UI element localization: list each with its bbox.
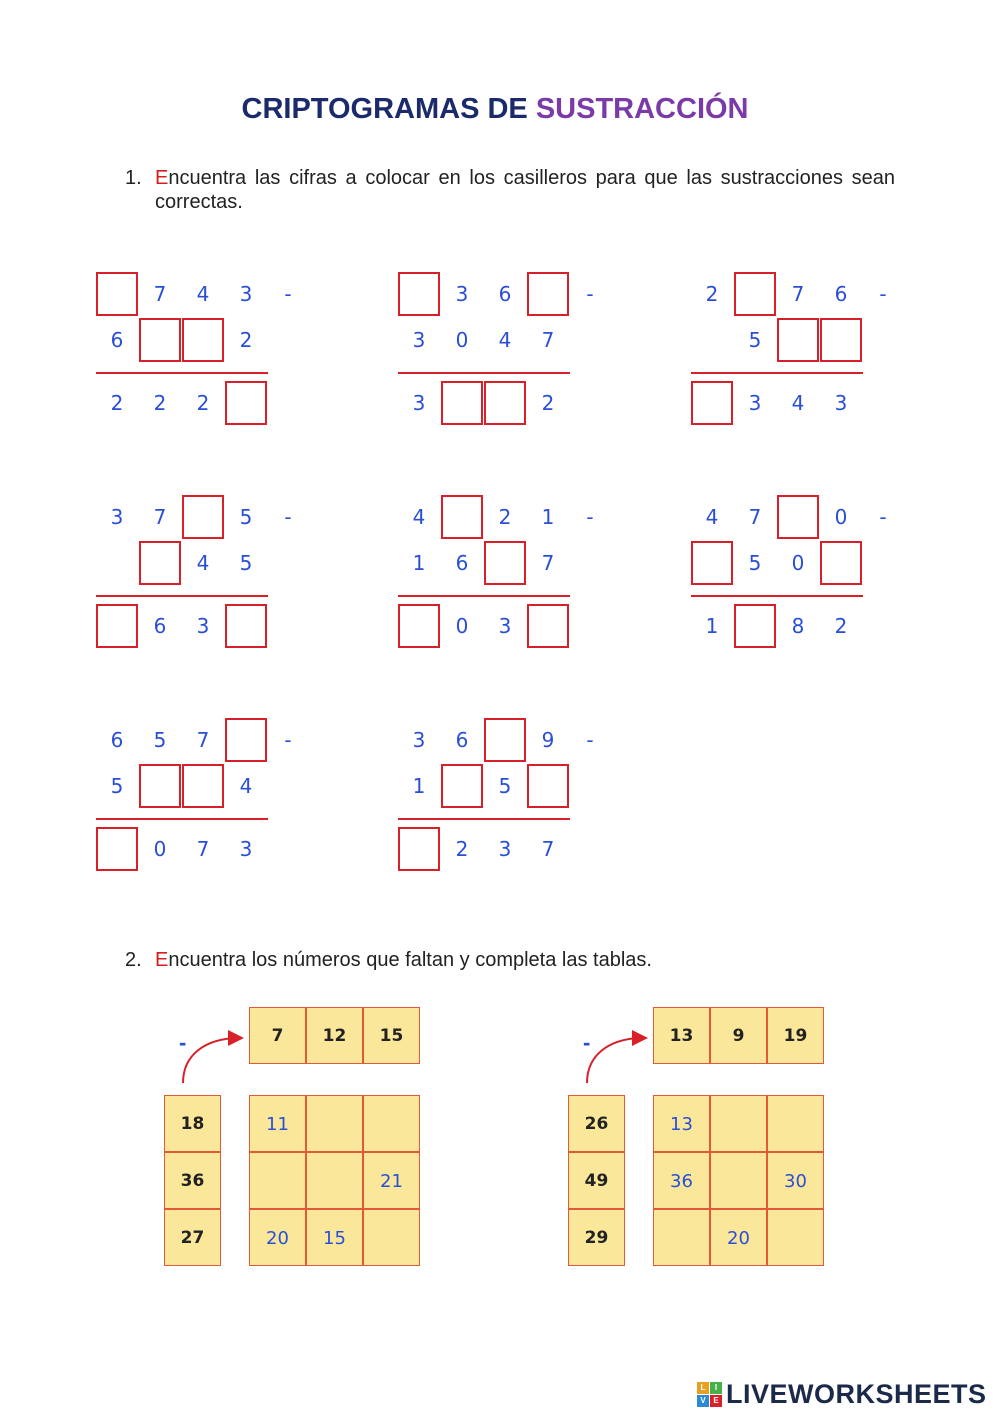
digit: 3 — [748, 391, 762, 415]
answer-box[interactable] — [734, 604, 776, 648]
answer-box[interactable] — [484, 718, 526, 762]
minus-sign: - — [583, 1030, 591, 1055]
digit: 6 — [498, 282, 512, 306]
result-rule — [398, 595, 570, 597]
answer-box[interactable] — [441, 381, 483, 425]
digit: 5 — [748, 328, 762, 352]
result-rule — [96, 372, 268, 374]
answer-box[interactable] — [398, 604, 440, 648]
instruction-2 — [125, 948, 895, 972]
answer-cell[interactable] — [363, 1209, 420, 1266]
answer-box[interactable] — [182, 495, 224, 539]
answer-box[interactable] — [484, 381, 526, 425]
digit: 2 — [498, 505, 512, 529]
value-cell: 15 — [306, 1209, 363, 1266]
result-rule — [96, 595, 268, 597]
minus-sign: - — [284, 728, 292, 752]
value-cell: 21 — [363, 1152, 420, 1209]
answer-box[interactable] — [691, 381, 733, 425]
answer-cell[interactable] — [710, 1152, 767, 1209]
digit: 3 — [834, 391, 848, 415]
logo-badge-icon: L I V E — [697, 1382, 722, 1407]
result-rule — [96, 818, 268, 820]
minus-sign: - — [284, 505, 292, 529]
curved-arrow-icon — [183, 1038, 240, 1083]
digit: 3 — [239, 837, 253, 861]
digit: 7 — [153, 282, 167, 306]
row-header-cell: 36 — [164, 1152, 221, 1209]
digit: 1 — [412, 774, 426, 798]
digit: 4 — [498, 328, 512, 352]
instruction-text: ncuentra las cifras a colocar en los casilleros para que las sustracciones sean correctas. — [155, 167, 895, 213]
digit: 2 — [541, 391, 555, 415]
answer-box[interactable] — [139, 541, 181, 585]
row-header-cell: 49 — [568, 1152, 625, 1209]
digit: 7 — [541, 551, 555, 575]
digit: 4 — [412, 505, 426, 529]
header-cell: 19 — [767, 1007, 824, 1064]
answer-cell[interactable] — [306, 1152, 363, 1209]
digit: 2 — [110, 391, 124, 415]
digit: 2 — [196, 391, 210, 415]
digit: 0 — [791, 551, 805, 575]
minus-sign: - — [879, 505, 887, 529]
liveworksheets-logo — [697, 1377, 987, 1411]
digit: 3 — [412, 728, 426, 752]
answer-box[interactable] — [182, 318, 224, 362]
value-cell: 20 — [249, 1209, 306, 1266]
value-cell: 20 — [710, 1209, 767, 1266]
answer-box[interactable] — [527, 272, 569, 316]
digit: 5 — [153, 728, 167, 752]
minus-sign: - — [586, 282, 594, 306]
digit: 5 — [239, 551, 253, 575]
digit: 5 — [239, 505, 253, 529]
digit: 0 — [153, 837, 167, 861]
answer-cell[interactable] — [306, 1095, 363, 1152]
digit: 1 — [412, 551, 426, 575]
digit: 5 — [748, 551, 762, 575]
instruction-number: 1. — [125, 167, 142, 189]
answer-box[interactable] — [139, 318, 181, 362]
page-title — [0, 93, 990, 126]
result-rule — [691, 595, 863, 597]
answer-box[interactable] — [777, 318, 819, 362]
answer-box[interactable] — [820, 541, 862, 585]
answer-cell[interactable] — [710, 1095, 767, 1152]
answer-cell[interactable] — [249, 1152, 306, 1209]
answer-cell[interactable] — [653, 1209, 710, 1266]
result-rule — [398, 818, 570, 820]
instruction-initial: E — [155, 949, 169, 971]
header-cell: 7 — [249, 1007, 306, 1064]
digit: 6 — [110, 728, 124, 752]
answer-box[interactable] — [441, 764, 483, 808]
curved-arrow-icon — [587, 1038, 644, 1083]
answer-box[interactable] — [225, 718, 267, 762]
minus-sign: - — [284, 282, 292, 306]
digit: 4 — [705, 505, 719, 529]
digit: 6 — [455, 728, 469, 752]
minus-sign: - — [586, 728, 594, 752]
digit: 1 — [705, 614, 719, 638]
title-part-2: SUSTRACCIÓN — [535, 93, 749, 125]
digit: 7 — [541, 837, 555, 861]
digit: 4 — [196, 551, 210, 575]
digit: 6 — [455, 551, 469, 575]
answer-box[interactable] — [527, 604, 569, 648]
digit: 3 — [498, 614, 512, 638]
digit: 3 — [196, 614, 210, 638]
instruction-text: ncuentra los números que faltan y completa las tablas. — [168, 949, 652, 971]
answer-box[interactable] — [691, 541, 733, 585]
answer-box[interactable] — [441, 495, 483, 539]
value-cell: 36 — [653, 1152, 710, 1209]
digit: 3 — [239, 282, 253, 306]
digit: 6 — [834, 282, 848, 306]
row-header-cell: 26 — [568, 1095, 625, 1152]
digit: 6 — [153, 614, 167, 638]
digit: 9 — [541, 728, 555, 752]
digit: 6 — [110, 328, 124, 352]
digit: 3 — [412, 391, 426, 415]
row-header-cell: 18 — [164, 1095, 221, 1152]
answer-box[interactable] — [398, 827, 440, 871]
digit: 4 — [791, 391, 805, 415]
digit: 7 — [196, 728, 210, 752]
answer-cell[interactable] — [767, 1095, 824, 1152]
digit: 2 — [705, 282, 719, 306]
digit: 0 — [834, 505, 848, 529]
digit: 2 — [239, 328, 253, 352]
digit: 1 — [541, 505, 555, 529]
minus-sign: - — [879, 282, 887, 306]
answer-box[interactable] — [96, 272, 138, 316]
answer-cell[interactable] — [767, 1209, 824, 1266]
digit: 3 — [455, 282, 469, 306]
minus-sign: - — [179, 1030, 187, 1055]
answer-box[interactable] — [734, 272, 776, 316]
answer-box[interactable] — [777, 495, 819, 539]
digit: 5 — [110, 774, 124, 798]
value-cell: 30 — [767, 1152, 824, 1209]
digit: 8 — [791, 614, 805, 638]
answer-box[interactable] — [225, 604, 267, 648]
header-cell: 9 — [710, 1007, 767, 1064]
header-cell: 13 — [653, 1007, 710, 1064]
row-header-cell: 27 — [164, 1209, 221, 1266]
instruction-number: 2. — [125, 949, 142, 971]
minus-sign: - — [586, 505, 594, 529]
digit: 2 — [455, 837, 469, 861]
digit: 2 — [834, 614, 848, 638]
digit: 0 — [455, 328, 469, 352]
answer-box[interactable] — [182, 764, 224, 808]
answer-cell[interactable] — [363, 1095, 420, 1152]
logo-text: LIVEWORKSHEETS — [726, 1378, 987, 1409]
value-cell: 11 — [249, 1095, 306, 1152]
digit: 0 — [455, 614, 469, 638]
answer-box[interactable] — [96, 827, 138, 871]
result-rule — [398, 372, 570, 374]
digit: 4 — [239, 774, 253, 798]
digit: 3 — [498, 837, 512, 861]
instruction-initial: E — [155, 167, 169, 189]
answer-box[interactable] — [225, 381, 267, 425]
digit: 7 — [541, 328, 555, 352]
digit: 5 — [498, 774, 512, 798]
digit: 7 — [196, 837, 210, 861]
answer-box[interactable] — [398, 272, 440, 316]
value-cell: 13 — [653, 1095, 710, 1152]
answer-box[interactable] — [527, 764, 569, 808]
instruction-1 — [125, 166, 895, 214]
answer-box[interactable] — [139, 764, 181, 808]
answer-box[interactable] — [96, 604, 138, 648]
digit: 3 — [110, 505, 124, 529]
result-rule — [691, 372, 863, 374]
header-cell: 15 — [363, 1007, 420, 1064]
digit: 7 — [791, 282, 805, 306]
digit: 2 — [153, 391, 167, 415]
title-part-1: CRIPTOGRAMAS DE — [241, 93, 536, 125]
digit: 3 — [412, 328, 426, 352]
digit: 4 — [196, 282, 210, 306]
digit: 7 — [748, 505, 762, 529]
digit: 7 — [153, 505, 167, 529]
row-header-cell: 29 — [568, 1209, 625, 1266]
answer-box[interactable] — [820, 318, 862, 362]
header-cell: 12 — [306, 1007, 363, 1064]
answer-box[interactable] — [484, 541, 526, 585]
